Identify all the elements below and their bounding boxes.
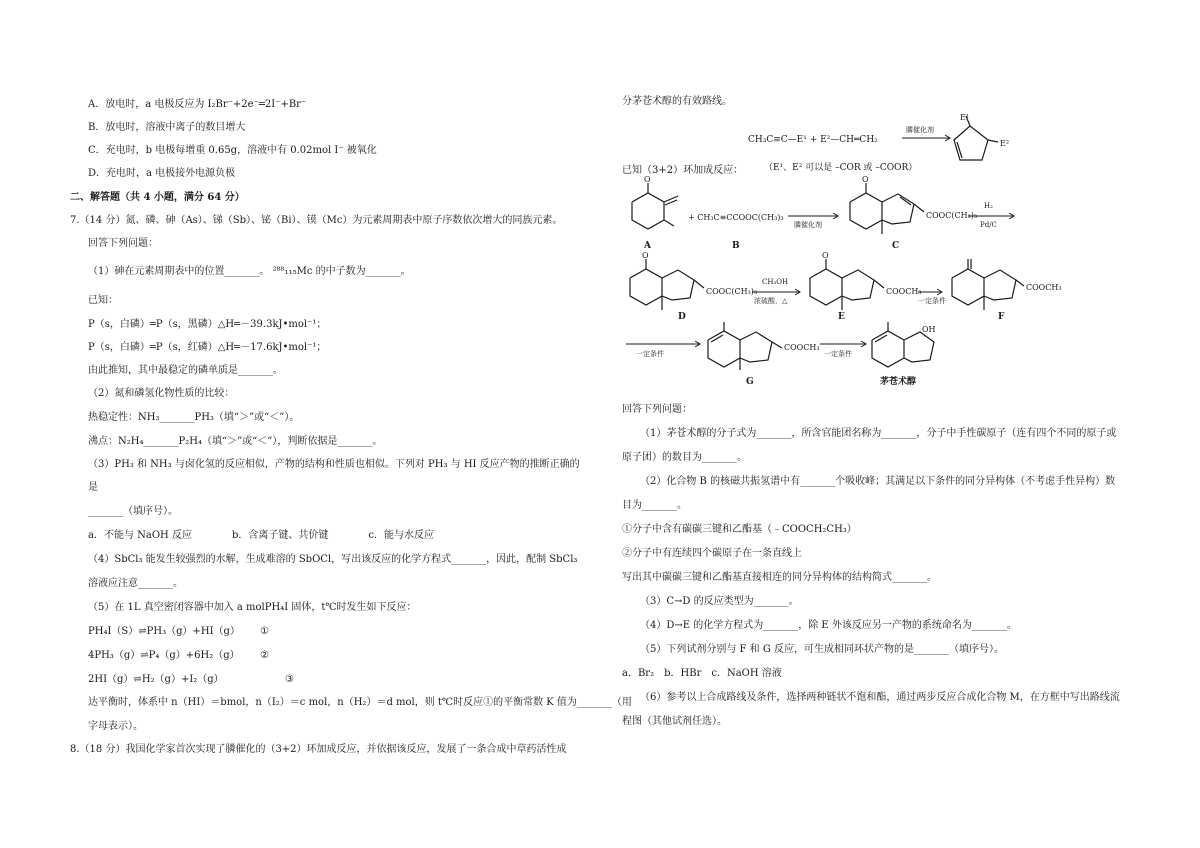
arrow-e-to-f (918, 289, 942, 295)
label-d: D (678, 312, 686, 322)
general-condition: 膦催化剂 (906, 126, 934, 134)
label-e: E (838, 312, 845, 322)
q8-condition-2: ②分子中有连续四个碳原子在一条直线上 (622, 548, 802, 559)
q7-reaction-3-num: ③ (285, 674, 294, 685)
molecule-e (810, 259, 884, 310)
ketone-o-d: O (642, 251, 649, 260)
q7-infer: 由此推知，其中最稳定的磷单质是_______。 (88, 365, 283, 376)
q7-part5: （5）在 1L 真空密闭容器中加入 a molPH₄I 固体，t℃时发生如下反应： (88, 602, 417, 613)
cyclopentene-product (954, 116, 998, 160)
general-arrow (902, 135, 950, 141)
q8-part5-options: a．Br₂ b．HBr c．NaOH 溶液 (622, 668, 782, 679)
option-d: D．充电时，a 电极接外电源负极 (88, 168, 236, 179)
q7-part3-options: a．不能与 NaOH 反应 b．含离子键、共价键 c．能与水反应 (88, 530, 434, 541)
q7-ask: 回答下列问题： (88, 238, 158, 249)
known-label: 已知（3+2）环加成反应： (622, 165, 744, 176)
label-c: C (892, 241, 900, 251)
q8-part2-b: 目为_______。 (622, 500, 687, 511)
ketone-o-a: O (644, 175, 651, 184)
reagent-b: + CH₃C≡CCOOC(CH₃)₃ (688, 213, 784, 222)
q7-part2-b: 沸点：N₂H₄_______P₂H₄（填“＞”或“＜”），判断依据是_______。 (88, 436, 383, 447)
reaction-row-3 (622, 322, 942, 386)
reaction-row-2 (622, 251, 1062, 322)
q7-equilibrium-a: 达平衡时，体系中 n（HI）＝bmol，n（I₂）＝c mol，n（H₂）＝d mol，则 t℃时反应①的平衡常数 K 值为_______（用 (88, 697, 632, 708)
q7-enthalpy-1: P（s，白磷）═P（s，黑磷）△H═－39.3kJ•mol⁻¹； (88, 319, 327, 330)
molecule-g (708, 322, 782, 370)
q8-part5: （5）下列试剂分别与 F 和 G 反应，可生成相同环状产物的是_______（填序号）。 (640, 644, 1005, 655)
d-substituent: COOC(CH₃)₃ (706, 287, 758, 296)
ketone-o-c: O (862, 175, 869, 184)
option-b: B．放电时，溶液中离子的数目增大 (88, 122, 246, 133)
q7-part3-a: （3）PH₃ 和 NH₃ 与卤化氢的反应相似，产物的结构和性质也相似。下列对 PH₃ 与 HI 反应产物的推断正确的 (88, 459, 580, 470)
option-c: C．充电时，b 电极每增重 0.65g，溶液中有 0.02mol I⁻ 被氧化 (88, 145, 377, 156)
label-g: G (746, 377, 754, 387)
q7-part2-a: 热稳定性：NH₃_______PH₃（填“＞”或“＜”）。 (88, 412, 300, 423)
section-heading: 二、解答题（共 4 小题，满分 64 分） (70, 192, 245, 203)
q7-part3-b: 是 (88, 482, 98, 493)
q7-heading: 7.（14 分）氮、磷、砷（As）、锑（Sb）、铋（Bi）、镆（Mc）为元素周期表中原子序数依次增大的同族元素。 (70, 215, 563, 226)
condition-h2: H₂ (984, 202, 993, 210)
condition-f-to-g: 一定条件 (636, 350, 664, 358)
q8-part1-b: 原子团）的数目为_______。 (622, 452, 747, 463)
q7-part3-c: _______（填序号）。 (88, 506, 178, 517)
q8-condition-1: ①分子中含有碳碳三键和乙酯基（﹣COOCH₂CH₃） (622, 524, 857, 535)
condition-methanol: CH₃OH (762, 278, 789, 286)
label-e1: E¹ (960, 113, 970, 122)
q8-part2-a: （2）化合物 B 的核磁共振氢谱中有_______个吸收峰；其满足以下条件的同分异构体（不考虑手性异构）数 (640, 476, 1116, 487)
q7-reaction-1-num: ① (260, 626, 269, 637)
f-substituent: COOCH₃ (1026, 283, 1062, 292)
e-substituent: COOCH₃ (886, 287, 922, 296)
q7-reaction-2-num: ② (260, 650, 269, 661)
q7-reaction-1: PH₄I（S）⇌PH₃（g）+HI（g） (88, 626, 240, 637)
label-e2: E² (1000, 139, 1010, 148)
oh-group: OH (922, 325, 936, 334)
q8-heading: 8.（18 分）我国化学家首次实现了膦催化的（3+2）环加成反应，并依据该反应，发展了一条合成中草药活性成 (70, 744, 567, 755)
q8-part6-a: （6）参考以上合成路线及条件，选择两种链状不饱和酯，通过两步反应合成化合物 M，在方框中写出路线流 (640, 692, 1120, 703)
condition-pdc: Pd/C (980, 221, 997, 229)
general-reactants: CH₃C≡C—E¹ + E²—CH═CH₂ (748, 135, 878, 145)
c-substituent: COOC(CH₃)₃ (926, 211, 978, 220)
q7-enthalpy-2: P（s，白磷）═P（s，红磷）△H═－17.6kJ•mol⁻¹； (88, 342, 327, 353)
q8-ask: 回答下列问题： (622, 404, 692, 415)
q7-reaction-3: 2HI（g）⇌H₂（g）+I₂（g） (88, 674, 224, 685)
q7-equilibrium-b: 字母表示）。 (88, 721, 143, 732)
arrow-a-to-c (788, 213, 838, 219)
q7-part4-a: （4）SbCl₃ 能发生较强烈的水解，生成难溶的 SbOCl，写出该反应的化学方程式_______，因此，配制 SbCl₃ (88, 554, 578, 565)
q8-part2-c: 写出其中碳碳三键和乙酯基直接相连的同分异构体的结构简式_______。 (622, 572, 937, 583)
condition-e-to-f: 一定条件 (918, 297, 946, 305)
condition-phosphine: 膦催化剂 (794, 221, 822, 229)
condition-g-to-final: 一定条件 (824, 350, 852, 358)
q7-known: 已知： (88, 295, 118, 306)
molecule-c (850, 183, 924, 234)
label-f: F (998, 312, 1005, 322)
q8-part6-b: 程图（其他试剂任选）。 (622, 716, 727, 727)
option-a: A．放电时，a 电极反应为 I₂Br⁻+2e⁻═2I⁻+Br⁻ (88, 99, 307, 110)
label-a: A (644, 241, 651, 251)
q7-part2: （2）氮和磷氢化物性质的比较： (88, 388, 235, 399)
arrow-g-to-final (820, 341, 866, 347)
general-note: （E¹、E² 可以是 –COR 或 –COOR） (764, 163, 918, 173)
arrow-d-to-e (752, 289, 800, 295)
q7-reaction-2: 4PH₃（g）⇌P₄（g）+6H₂（g） (88, 650, 240, 661)
q8-continuation: 分茅苍术醇的有效路线。 (622, 96, 732, 107)
q8-part4: （4）D→E 的化学方程式为_______，除 E 外该反应另一产物的系统命名为_______。 (640, 620, 1017, 631)
reaction-row-1 (622, 175, 1022, 252)
label-b: B (732, 241, 740, 251)
g-substituent: COOCH₃ (784, 343, 820, 352)
molecule-d (630, 259, 704, 310)
molecule-a (632, 183, 678, 229)
q8-part3: （3）C→D 的反应类型为_______。 (640, 596, 799, 607)
ketone-o-e: O (822, 251, 829, 260)
condition-acid: 浓硫酸，△ (754, 297, 788, 305)
arrow-f-to-g (626, 341, 700, 347)
q7-part1: （1）砷在元素周期表中的位置_______。 ²⁸⁸₁₁₅Mc 的中子数为_______。 (88, 266, 411, 277)
general-reaction-scheme (742, 112, 1132, 180)
q7-part4-b: 溶液应注意_______。 (88, 578, 183, 589)
molecule-f (952, 259, 1024, 310)
q8-part1-a: （1）茅苍术醇的分子式为_______，所含官能团名称为_______，分子中手性碳原子（连有四个不同的原子或 (640, 428, 1117, 439)
label-final: 茅苍术醇 (880, 377, 917, 387)
